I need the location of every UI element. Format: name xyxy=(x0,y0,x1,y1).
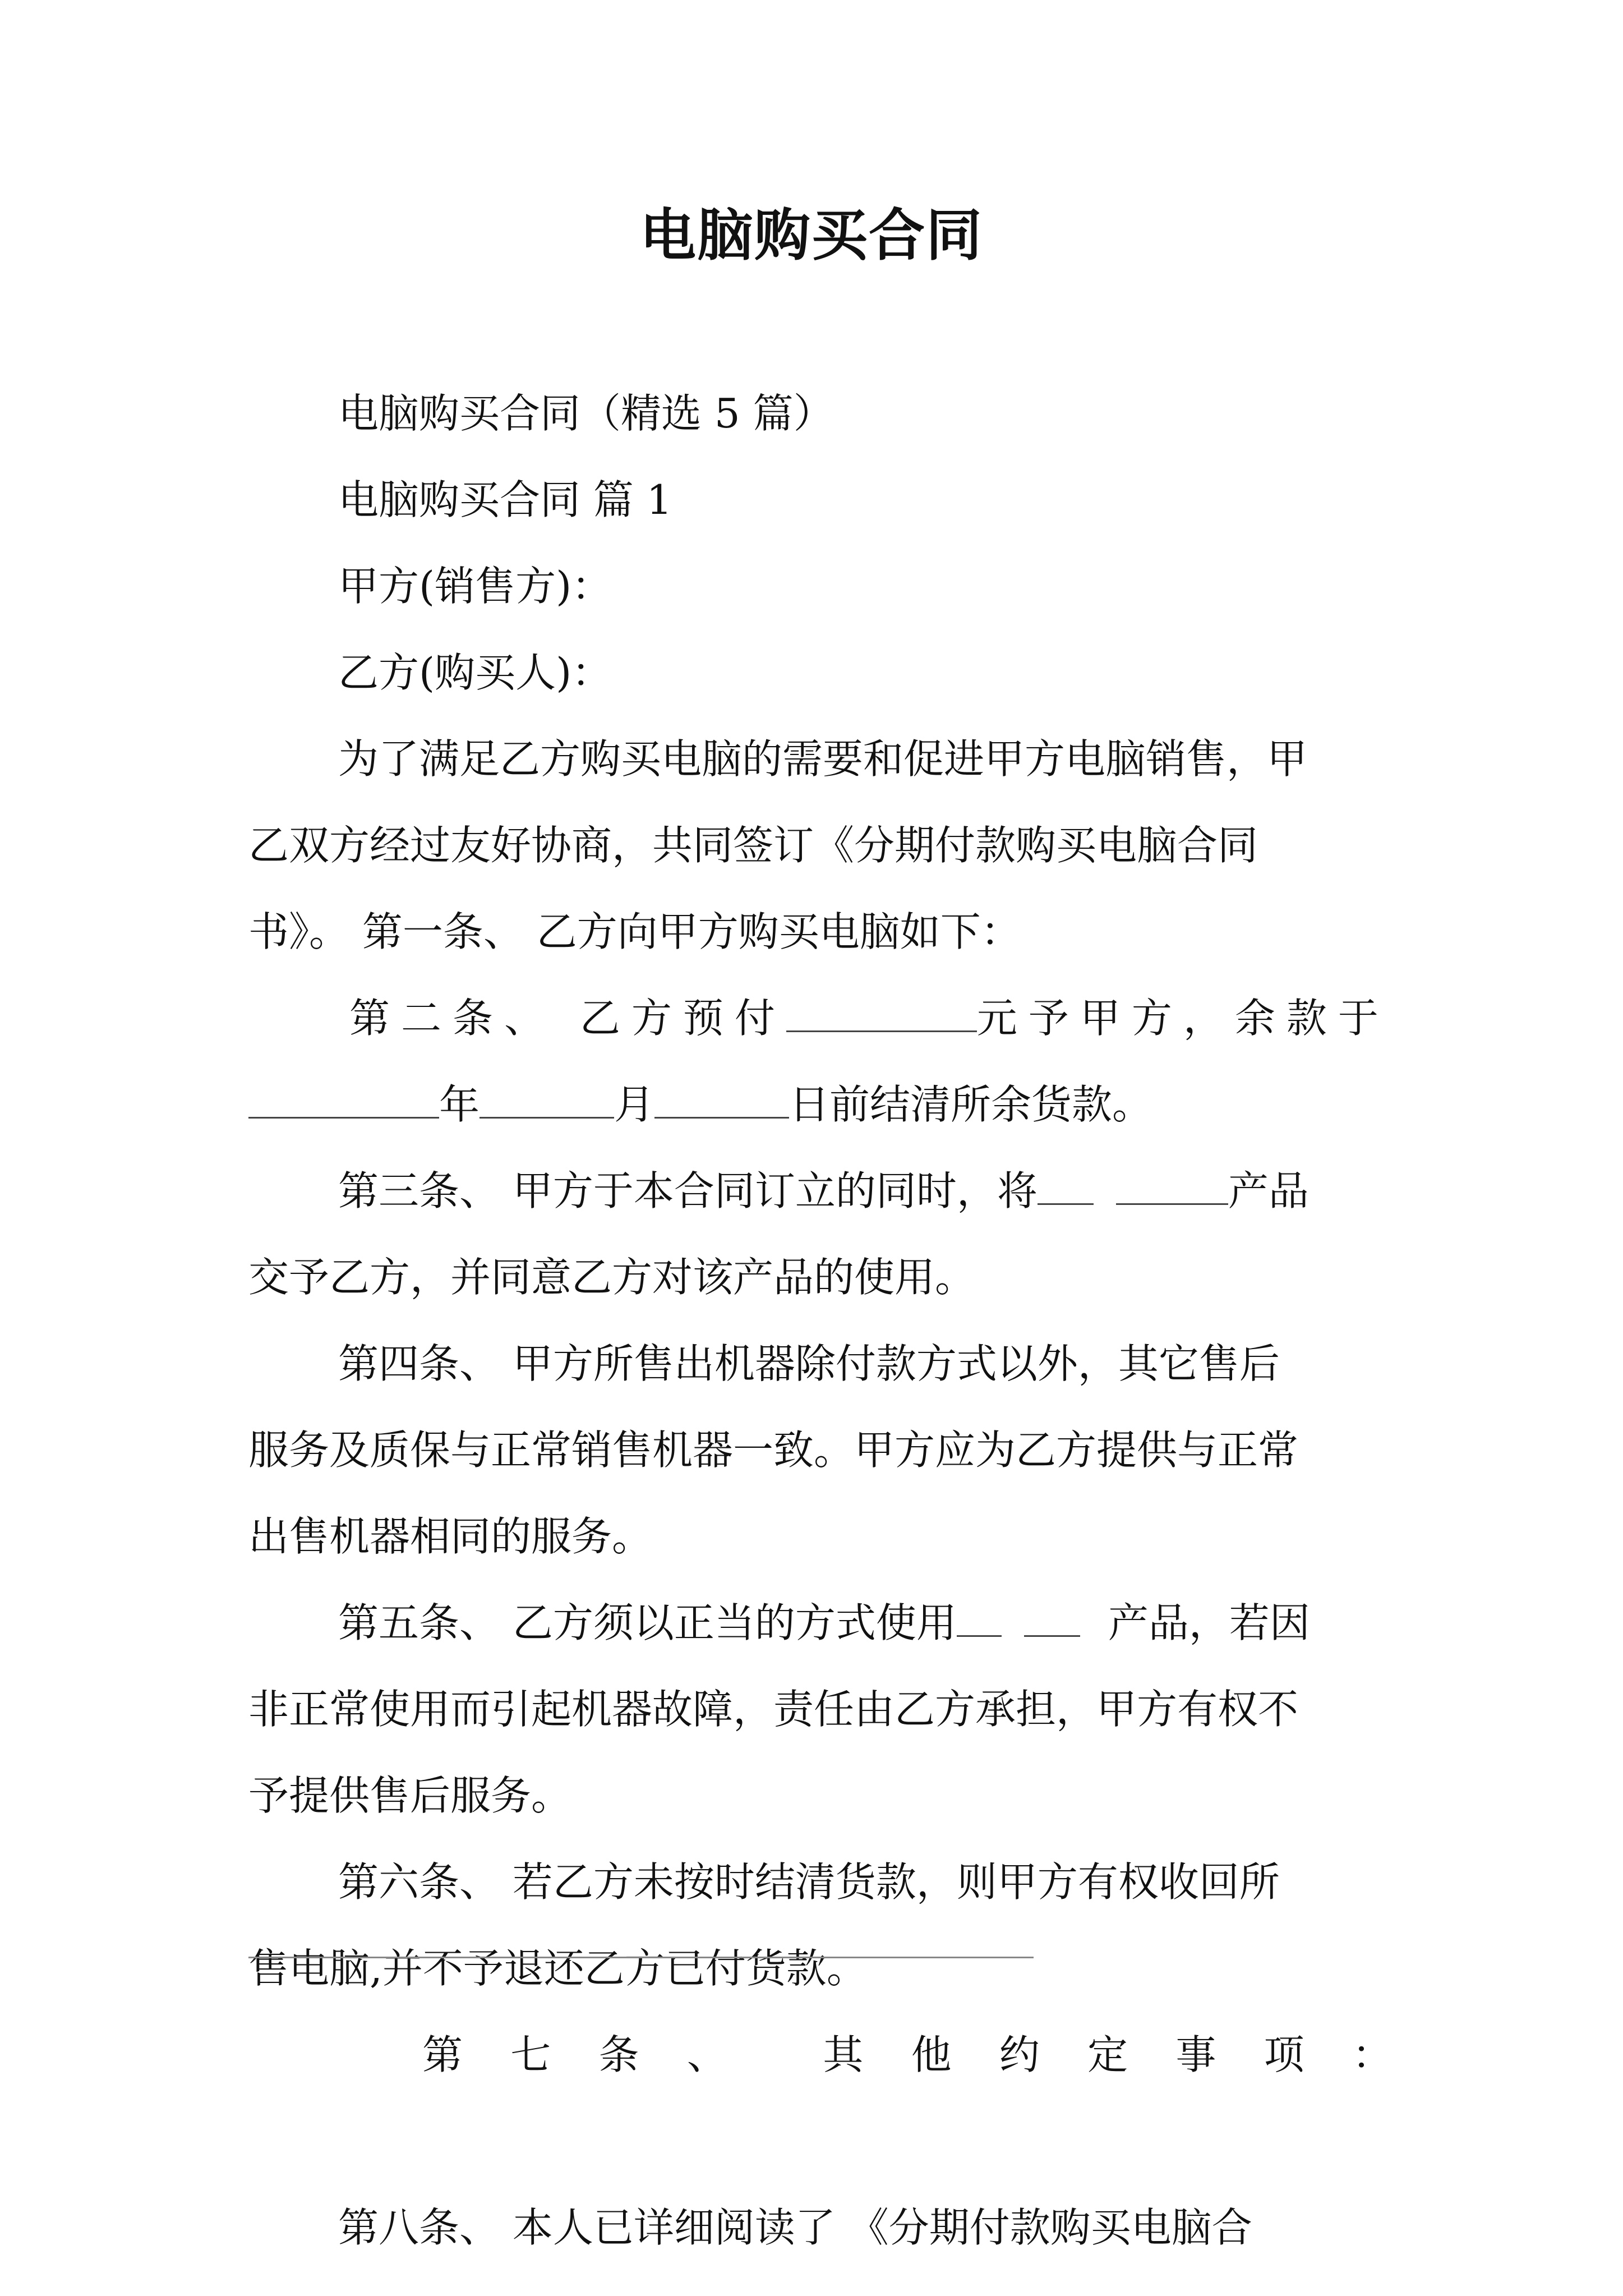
document-body xyxy=(248,370,1393,2271)
spaced-char: ： xyxy=(1352,2031,1393,2078)
paragraph-line: 甲方(销售方)： xyxy=(338,563,612,610)
spacer-line xyxy=(248,2098,1393,2184)
spaced-char: 约 xyxy=(999,2031,1040,2078)
paragraph-line: 乙方(购买人)： xyxy=(338,649,612,696)
paragraph-line: 出售机器相同的服务。 xyxy=(248,1513,653,1560)
fill-blank xyxy=(1024,1596,1080,1637)
article-2-text-a: 第二条、 乙方预付 xyxy=(349,995,786,1042)
paragraph-line-article-5 xyxy=(248,1580,1393,1666)
spaced-char: 事 xyxy=(1175,2031,1216,2078)
paragraph-line-article-3 xyxy=(248,1148,1393,1234)
fill-blank xyxy=(1116,1164,1228,1205)
day-text: 日前结清所余货款。 xyxy=(789,1081,1153,1128)
paragraph-line-article-7 xyxy=(248,2012,1393,2098)
paragraph-line: 服务及质保与正常销售机器一致。甲方应为乙方提供与正常 xyxy=(248,1427,1299,1474)
paragraph-line: 予提供售后服务。 xyxy=(248,1772,572,1819)
article-5-text-a: 第五条、 乙方须以正当的方式使用 xyxy=(338,1599,957,1646)
paragraph-line: 第八条、 本人已详细阅读了 《分期付款购买电脑合 xyxy=(338,2204,1252,2251)
fill-blank xyxy=(1038,1164,1094,1205)
paragraph-line: 乙双方经过友好协商，共同签订《分期付款购买电脑合同 xyxy=(248,822,1258,869)
fill-blank xyxy=(957,1596,1002,1637)
fill-blank xyxy=(786,991,977,1032)
year-label: 年 xyxy=(439,1081,480,1128)
paragraph-line xyxy=(248,1061,1393,1148)
article-2-text-b: 元予甲方，余款于 xyxy=(976,995,1390,1042)
paragraph-line-article-2 xyxy=(248,975,1393,1061)
paragraph-line: 第六条、 若乙方未按时结清货款，则甲方有权收回所 xyxy=(338,1858,1280,1906)
paragraph-line: 售电脑,并不予退还乙方已付货款。 xyxy=(248,1945,867,1992)
article-3-text-a: 第三条、 甲方于本合同订立的同时，将 xyxy=(338,1167,1038,1214)
month-label: 月 xyxy=(614,1081,655,1128)
spaced-char: 他 xyxy=(911,2031,952,2078)
fill-blank xyxy=(654,1078,789,1119)
article-5-text-b: 产品，若因 xyxy=(1108,1599,1310,1646)
paragraph-line: 电脑购买合同（精选 5 篇） xyxy=(338,390,834,437)
paragraph-line: 为了满足乙方购买电脑的需要和促进甲方电脑销售，甲 xyxy=(338,735,1308,783)
document-title: 电脑购买合同 xyxy=(640,203,983,268)
paragraph-line: 非正常使用而引起机器故障，责任由乙方承担，甲方有权不 xyxy=(248,1686,1299,1733)
paragraph-line: 交予乙方，并同意乙方对该产品的使用。 xyxy=(248,1254,976,1301)
paragraph-line: 第四条、 甲方所售出机器除付款方式以外，其它售后 xyxy=(338,1340,1280,1387)
paragraph-line: 书》。 第一条、 乙方向甲方购买电脑如下： xyxy=(248,908,1021,955)
signature-rule xyxy=(248,1957,1034,1958)
article-3-text-b: 产品 xyxy=(1228,1167,1309,1214)
fill-blank xyxy=(248,1078,439,1119)
spaced-char: 项 xyxy=(1264,2031,1304,2078)
spaced-char: 条 xyxy=(598,2031,639,2078)
spaced-char: 其 xyxy=(823,2031,864,2078)
paragraph-line: 电脑购买合同 篇 1 xyxy=(338,476,672,523)
spaced-char: 七 xyxy=(510,2031,551,2078)
spaced-char: 、 xyxy=(686,2031,727,2078)
spaced-char: 定 xyxy=(1087,2031,1128,2078)
fill-blank xyxy=(479,1078,614,1119)
spaced-char: 第 xyxy=(422,2031,463,2078)
